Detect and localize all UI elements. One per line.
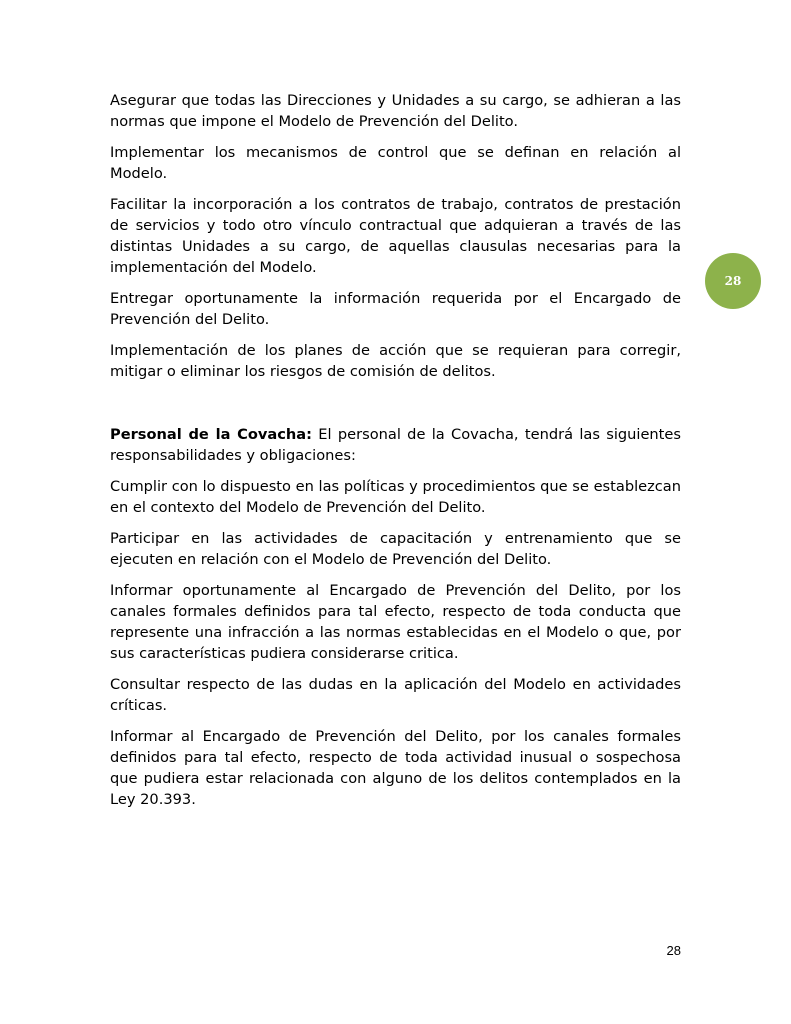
paragraph: Facilitar la incorporación a los contratos de trabajo, contratos de prestación de servicios y todo otro vínculo contractual que adquieran a través de las distintas Unidades a su cargo, de aquellas clausulas necesarias para la implementación del Modelo. [110, 196, 681, 276]
paragraph: Asegurar que todas las Direcciones y Unidades a su cargo, se adhieran a las normas que impone el Modelo de Prevención del Delito. [110, 92, 681, 130]
section-intro: El personal de la Covacha, tendrá las siguientes responsabilidades y obligaciones: [110, 426, 681, 464]
section-heading: Personal de la Covacha: [110, 426, 312, 443]
paragraph: Entregar oportunamente la información requerida por el Encargado de Prevención del Delito. [110, 290, 681, 328]
paragraph: Implementar los mecanismos de control que se definan en relación al Modelo. [110, 144, 681, 182]
footer-page-number: 28 [666, 943, 681, 958]
paragraph: Cumplir con lo dispuesto en las políticas y procedimientos que se establezcan en el contexto del Modelo de Prevención del Delito. [110, 478, 681, 516]
body-text [110, 90, 681, 820]
paragraph: Implementación de los planes de acción que se requieran para corregir, mitigar o eliminar los riesgos de comisión de delitos. [110, 342, 681, 380]
paragraph: Consultar respecto de las dudas en la aplicación del Modelo en actividades críticas. [110, 676, 681, 714]
page-number-badge: 28 [705, 253, 761, 309]
paragraph: Participar en las actividades de capacitación y entrenamiento que se ejecuten en relación con el Modelo de Prevención del Delito. [110, 530, 681, 568]
section-paragraph [110, 424, 681, 466]
paragraph: Informar al Encargado de Prevención del Delito, por los canales formales definidos para tal efecto, respecto de toda actividad inusual o sospechosa que pudiera estar relacionada con alguno de los delitos contemplados en la Ley 20.393. [110, 728, 681, 808]
paragraph: Informar oportunamente al Encargado de Prevención del Delito, por los canales formales definidos para tal efecto, respecto de toda conducta que represente una infracción a las normas establecidas en el Modelo o que, por sus características pudiera considerarse critica. [110, 582, 681, 662]
